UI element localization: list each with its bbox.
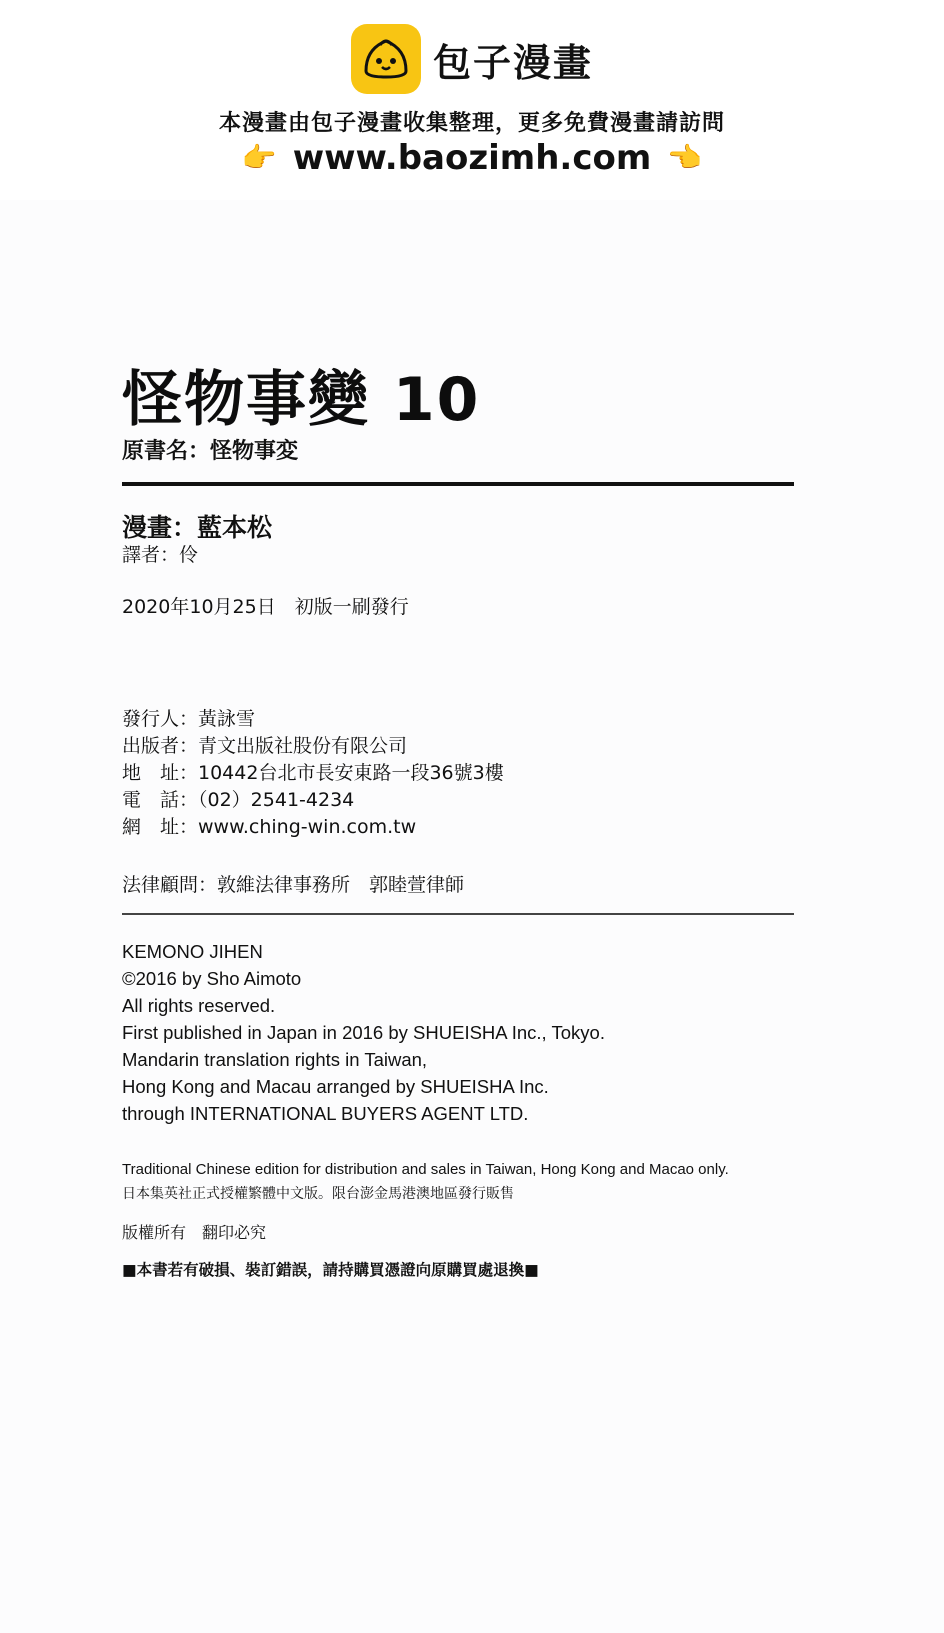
publisher-info xyxy=(122,706,504,841)
original-title: 原書名：怪物事変 xyxy=(122,439,299,464)
site-notice: 本漫畫由包子漫畫收集整理，更多免費漫畫請訪問 xyxy=(218,111,725,136)
distribution-en: Traditional Chinese edition for distribution and sales in Taiwan, Hong Kong and Macao only. xyxy=(122,1161,729,1178)
copyright-block xyxy=(122,938,605,1127)
publisher-info-line: 電 話：（02）2541-4234 xyxy=(122,789,355,811)
distribution-notice xyxy=(122,1158,729,1206)
manga-artist: 漫畫：藍本松 xyxy=(122,513,273,542)
distribution-zh: 日本集英社正式授權繁體中文版。限台澎金馬港澳地區發行販售 xyxy=(122,1186,514,1202)
copyright-line: All rights reserved. xyxy=(122,995,276,1016)
copyright-line: Mandarin translation rights in Taiwan, xyxy=(122,1049,428,1070)
defect-notice: ■本書若有破損、裝訂錯誤，請持購買憑證向原購買處退換■ xyxy=(122,1261,539,1279)
publisher-info-line: 發行人：黃詠雪 xyxy=(122,708,256,730)
copyright-line: ©2016 by Sho Aimoto xyxy=(122,968,302,989)
book-title: 怪物事變 10 xyxy=(122,365,481,435)
copyright-line: First published in Japan in 2016 by SHUEISHA Inc., Tokyo. xyxy=(122,1022,605,1043)
thin-divider xyxy=(122,913,794,915)
copyright-line: KEMONO JIHEN xyxy=(122,941,263,962)
copyright-line: through INTERNATIONAL BUYERS AGENT LTD. xyxy=(122,1103,529,1124)
site-url-link[interactable]: www.baozimh.com xyxy=(292,138,652,178)
release-date: 2020年10月25日 初版一刷發行 xyxy=(122,596,409,618)
legal-counsel: 法律顧問：敦維法律事務所 郭睦萱律師 xyxy=(122,874,465,896)
publisher-info-line: 地 址：10442台北市長安東路一段36號3樓 xyxy=(122,762,504,784)
thick-divider xyxy=(122,482,794,486)
translator: 譯者：伶 xyxy=(122,544,199,566)
site-banner xyxy=(0,0,944,200)
copyright-line: Hong Kong and Macau arranged by SHUEISHA Inc. xyxy=(122,1076,549,1097)
brand-name: 包子漫畫 xyxy=(432,40,593,85)
publisher-info-line: 出版者：青文出版社股份有限公司 xyxy=(122,735,408,757)
pointing-left-hand-icon: 👈 xyxy=(667,141,703,174)
url-row xyxy=(0,138,944,178)
bun-logo-icon xyxy=(351,24,421,94)
publisher-info-line: 網 址：www.ching-win.com.tw xyxy=(122,816,417,838)
rights-reserved: 版權所有 翻印必究 xyxy=(122,1223,267,1242)
brand-row[interactable] xyxy=(0,24,944,94)
pointing-right-hand-icon: 👉 xyxy=(241,141,277,174)
